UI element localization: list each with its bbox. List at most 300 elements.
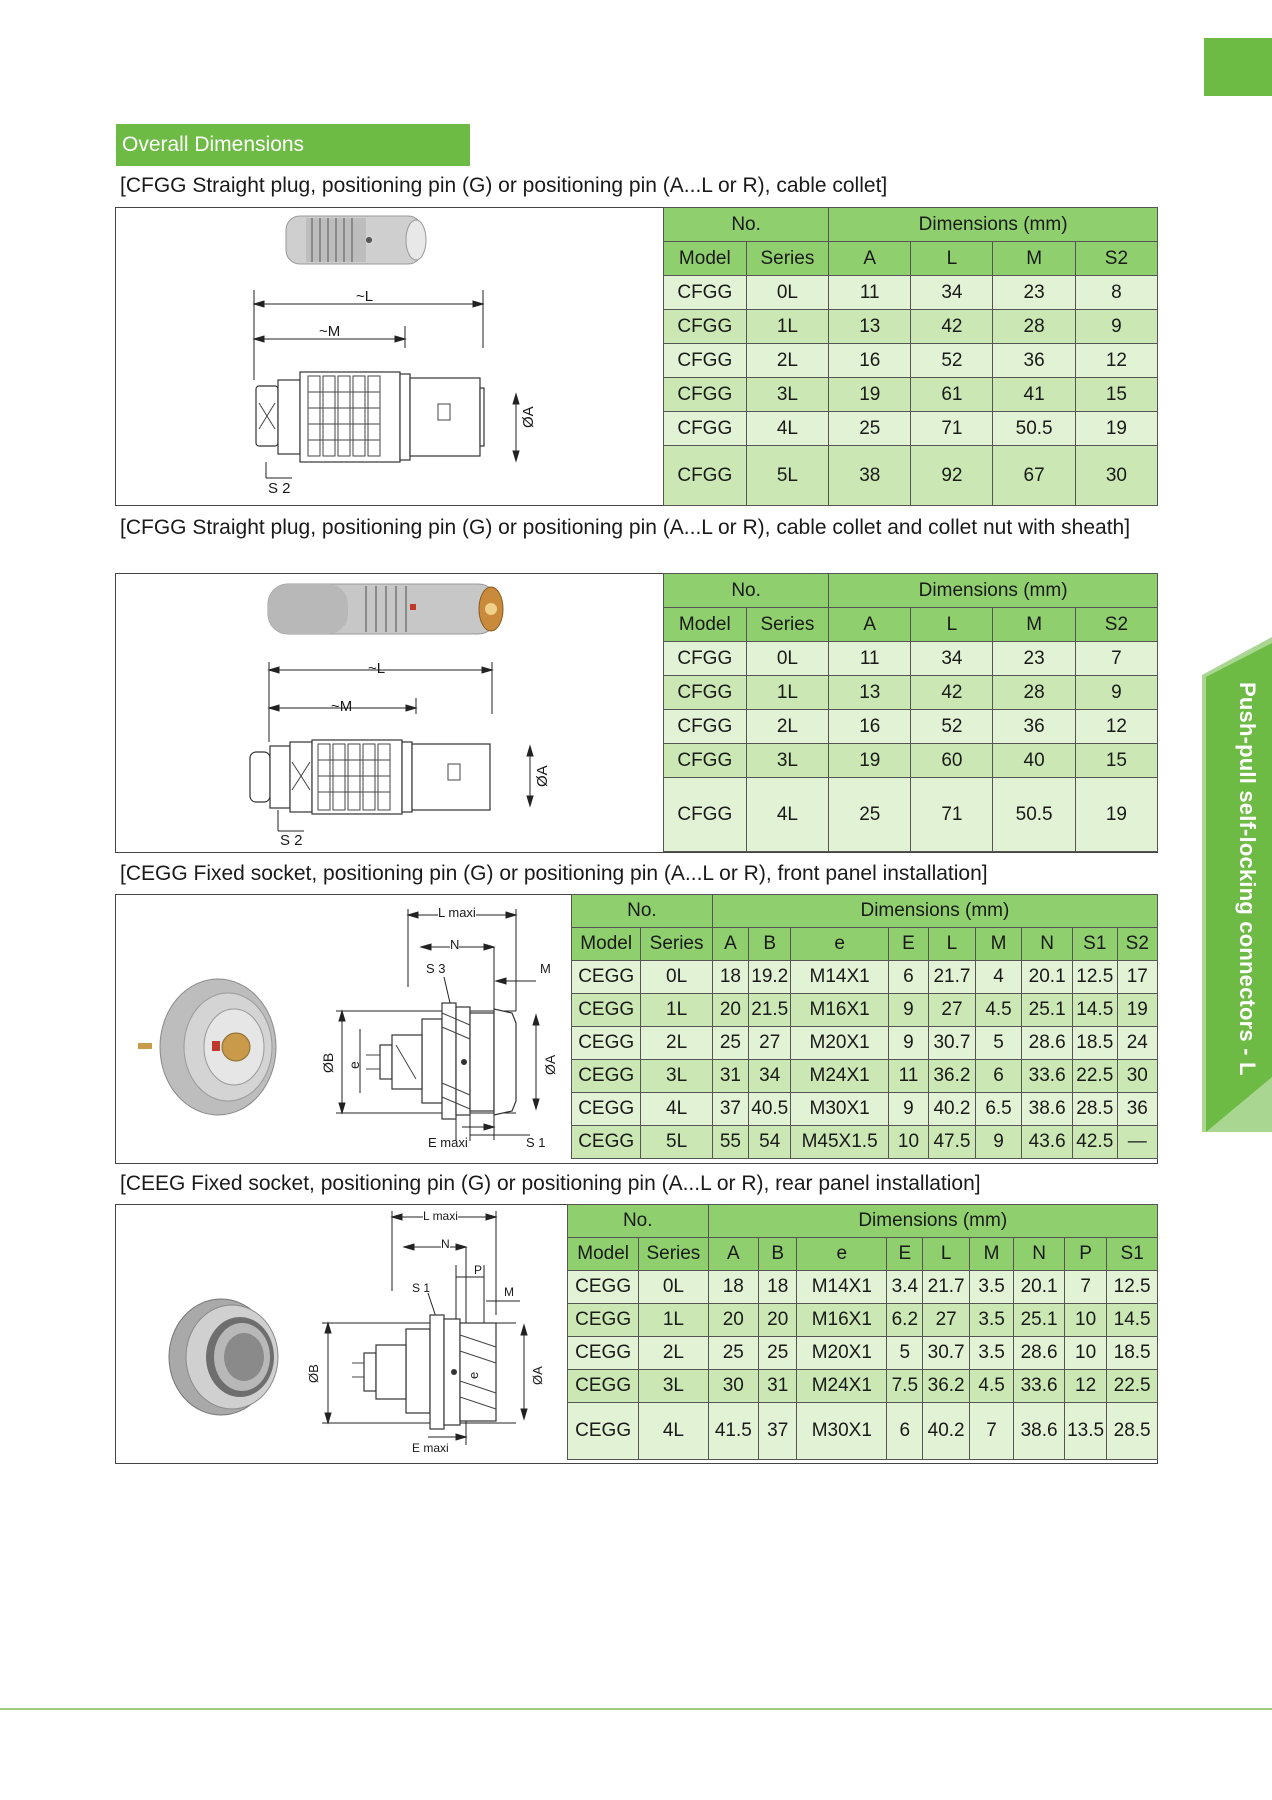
table-cell: 40 [993, 744, 1075, 778]
table-cell: 5 [887, 1337, 923, 1370]
table-row [664, 744, 1158, 778]
table-cell: 36 [1117, 1093, 1157, 1126]
table-cell: 33.6 [1022, 1060, 1073, 1093]
dim-label-s2: S 2 [268, 480, 291, 497]
dim-label-a: ØA [542, 1054, 558, 1075]
table-cell: 7 [1064, 1271, 1106, 1304]
table-cell: 36.2 [929, 1060, 976, 1093]
group-dimensions-header: Dimensions (mm) [708, 1205, 1158, 1238]
block-3-panel [115, 894, 1158, 1164]
table-cell: 31 [712, 1060, 748, 1093]
straight-plug-sheath-drawing [116, 574, 664, 852]
dim-label-e: e [466, 1371, 481, 1379]
table-row [568, 1403, 1158, 1460]
table-cell: 9 [888, 1093, 928, 1126]
table-cell: 25 [759, 1337, 797, 1370]
table-cell: 4L [639, 1403, 708, 1460]
table-row [664, 344, 1158, 378]
table-cell: 71 [911, 412, 993, 446]
column-header: A [712, 928, 748, 961]
table-cell: 3L [641, 1060, 712, 1093]
table-row [664, 676, 1158, 710]
table-cell: 27 [749, 1027, 791, 1060]
column-header: Model [568, 1238, 639, 1271]
dim-label-b: ØB [320, 1052, 336, 1073]
table-cell: 36 [993, 710, 1075, 744]
table-cell: 16 [829, 710, 911, 744]
table-cell: 5L [746, 446, 829, 506]
dim-label-lmaxi: L maxi [438, 905, 476, 920]
table-cell: 3.4 [887, 1271, 923, 1304]
dim-label-s2: S 2 [280, 832, 303, 849]
table-cell: 12 [1075, 710, 1157, 744]
table-cell: 21.7 [923, 1271, 969, 1304]
table-cell: 4.5 [969, 1370, 1013, 1403]
table-cell: 22.5 [1073, 1060, 1118, 1093]
dim-label-l: ~L [356, 288, 374, 305]
table-cell: CEGG [572, 1126, 641, 1159]
table-cell: 19 [829, 744, 911, 778]
column-header: M [993, 608, 1075, 642]
dimensions-table [567, 1204, 1158, 1460]
rear-panel-socket-drawing [116, 1205, 568, 1463]
table-cell: CFGG [664, 744, 747, 778]
front-panel-socket-photo [138, 979, 276, 1115]
table-cell: 41.5 [708, 1403, 759, 1460]
column-header: Model [664, 608, 747, 642]
table-row [664, 446, 1158, 506]
table-row [572, 961, 1158, 994]
table-cell: 6 [975, 1060, 1022, 1093]
table-cell: CFGG [664, 446, 747, 506]
dim-label-b: ØB [306, 1364, 321, 1383]
table-cell: CFGG [664, 710, 747, 744]
group-no-header: No. [664, 574, 829, 608]
dim-label-l: ~L [368, 660, 386, 677]
dimensions-table [663, 573, 1158, 852]
table-cell: 22.5 [1107, 1370, 1158, 1403]
block-1-caption: [CFGG Straight plug, positioning pin (G) or positioning pin (A...L or R), cable collet] [120, 174, 888, 197]
table-cell: 50.5 [993, 778, 1075, 852]
table-cell: CEGG [568, 1337, 639, 1370]
table-cell: 23 [993, 642, 1075, 676]
column-header: E [887, 1238, 923, 1271]
dim-label-m: ~M [331, 698, 353, 715]
column-header: E [888, 928, 928, 961]
table-cell: CFGG [664, 344, 747, 378]
table-cell: 36.2 [923, 1370, 969, 1403]
block-3-caption: [CEGG Fixed socket, positioning pin (G) or positioning pin (A...L or R), front panel installation] [120, 862, 988, 885]
group-no-header: No. [664, 208, 829, 242]
table-cell: CEGG [572, 994, 641, 1027]
table-row [572, 1093, 1158, 1126]
table-row [664, 378, 1158, 412]
straight-plug-photo [286, 216, 426, 264]
table-cell: 34 [749, 1060, 791, 1093]
table-cell: 0L [641, 961, 712, 994]
column-header: e [797, 1238, 887, 1271]
table-cell: 19 [1075, 412, 1157, 446]
dim-label-emaxi: E maxi [428, 1135, 468, 1150]
table-cell: 92 [911, 446, 993, 506]
table-cell: 60 [911, 744, 993, 778]
table-cell: 25 [829, 412, 911, 446]
table-cell: 20 [759, 1304, 797, 1337]
table-cell: 10 [1064, 1337, 1106, 1370]
table-row [664, 710, 1158, 744]
table-cell: 36 [993, 344, 1075, 378]
table-cell: M20X1 [797, 1337, 887, 1370]
table-cell: 3.5 [969, 1337, 1013, 1370]
column-header: S2 [1075, 242, 1157, 276]
column-header: M [969, 1238, 1013, 1271]
table-cell: 47.5 [929, 1126, 976, 1159]
table-row [664, 778, 1158, 852]
column-header: M [975, 928, 1022, 961]
table-cell: 41 [993, 378, 1075, 412]
table-cell: M16X1 [797, 1304, 887, 1337]
footer-divider [0, 1708, 1272, 1710]
table-cell: 1L [639, 1304, 708, 1337]
dim-label-a: ØA [520, 406, 537, 428]
table-cell: CEGG [572, 1060, 641, 1093]
table-cell: 18.5 [1107, 1337, 1158, 1370]
column-header: Model [572, 928, 641, 961]
table-cell: 52 [911, 710, 993, 744]
column-header: Series [639, 1238, 708, 1271]
dimensions-table [663, 207, 1158, 506]
dim-label-s1: S 1 [526, 1135, 546, 1150]
table-cell: 11 [829, 642, 911, 676]
column-header: A [829, 608, 911, 642]
table-cell: 12.5 [1073, 961, 1118, 994]
table-cell: CEGG [572, 961, 641, 994]
table-cell: 34 [911, 276, 993, 310]
table-cell: 1L [641, 994, 712, 1027]
table-cell: 15 [1075, 744, 1157, 778]
table-cell: 4L [746, 412, 829, 446]
table-cell: 12 [1075, 344, 1157, 378]
table-cell: 18 [759, 1271, 797, 1304]
table-row [572, 1060, 1158, 1093]
dim-label-lmaxi: L maxi [423, 1209, 458, 1223]
block-4-panel [115, 1204, 1158, 1464]
table-cell: 54 [749, 1126, 791, 1159]
table-cell: 16 [829, 344, 911, 378]
table-cell: 4L [641, 1093, 712, 1126]
table-cell: 13 [829, 676, 911, 710]
table-cell: 9 [1075, 310, 1157, 344]
table-cell: 31 [759, 1370, 797, 1403]
table-cell: 4.5 [975, 994, 1022, 1027]
dim-label-emaxi: E maxi [412, 1441, 449, 1455]
table-cell: CFGG [664, 310, 747, 344]
table-cell: 21.5 [749, 994, 791, 1027]
table-cell: 71 [911, 778, 993, 852]
table-row [664, 276, 1158, 310]
dimensions-table [571, 894, 1158, 1159]
table-cell: 18 [712, 961, 748, 994]
table-cell: 6.2 [887, 1304, 923, 1337]
table-cell: CFGG [664, 378, 747, 412]
table-cell: CEGG [568, 1403, 639, 1460]
table-cell: 40.2 [929, 1093, 976, 1126]
table-cell: 28 [993, 676, 1075, 710]
table-cell: 55 [712, 1126, 748, 1159]
column-header: A [708, 1238, 759, 1271]
column-header: M [993, 242, 1075, 276]
column-header: L [929, 928, 976, 961]
table-row [568, 1304, 1158, 1337]
table-cell: 9 [975, 1126, 1022, 1159]
table-cell: 20 [708, 1304, 759, 1337]
dim-label-a: ØA [534, 765, 551, 787]
table-cell: M24X1 [797, 1370, 887, 1403]
table-cell: 38.6 [1022, 1093, 1073, 1126]
table-cell: 18.5 [1073, 1027, 1118, 1060]
table-cell: 2L [746, 344, 829, 378]
table-cell: 2L [746, 710, 829, 744]
straight-plug-sheath-photo [268, 584, 503, 634]
table-cell: 0L [639, 1271, 708, 1304]
column-header: S2 [1075, 608, 1157, 642]
block-1-panel [115, 207, 1158, 506]
table-cell: 30.7 [923, 1337, 969, 1370]
table-cell: 8 [1075, 276, 1157, 310]
table-cell: CEGG [572, 1093, 641, 1126]
table-cell: 27 [923, 1304, 969, 1337]
table-cell: 40.2 [923, 1403, 969, 1460]
table-cell: 30 [1117, 1060, 1157, 1093]
dim-label-e: e [346, 1061, 362, 1069]
table-cell: 33.6 [1014, 1370, 1065, 1403]
table-cell: 11 [829, 276, 911, 310]
table-cell: 20 [712, 994, 748, 1027]
table-cell: M14X1 [797, 1271, 887, 1304]
front-panel-socket-drawing [116, 895, 572, 1163]
column-header: e [791, 928, 888, 961]
table-cell: CEGG [568, 1370, 639, 1403]
table-cell: 3L [746, 378, 829, 412]
table-cell: 34 [911, 642, 993, 676]
dim-label-m: ~M [319, 323, 341, 340]
table-cell: 42.5 [1073, 1126, 1118, 1159]
table-cell: M45X1.5 [791, 1126, 888, 1159]
table-cell: 6 [887, 1403, 923, 1460]
dim-label-a: ØA [530, 1366, 545, 1385]
dim-label-m: M [504, 1285, 514, 1299]
table-cell: 13 [829, 310, 911, 344]
table-cell: 5L [641, 1126, 712, 1159]
table-cell: 12 [1064, 1370, 1106, 1403]
table-cell: 28 [993, 310, 1075, 344]
table-cell: CFGG [664, 412, 747, 446]
column-header: Series [746, 242, 829, 276]
column-header: L [923, 1238, 969, 1271]
corner-tab-decoration [1204, 38, 1272, 96]
table-cell: 13.5 [1064, 1403, 1106, 1460]
table-cell: 9 [1075, 676, 1157, 710]
table-cell: 9 [888, 994, 928, 1027]
table-row [664, 310, 1158, 344]
straight-plug-drawing [116, 208, 664, 505]
column-header: P [1064, 1238, 1106, 1271]
table-cell: 14.5 [1107, 1304, 1158, 1337]
table-cell: M16X1 [791, 994, 888, 1027]
block-4-caption: [CEEG Fixed socket, positioning pin (G) or positioning pin (A...L or R), rear panel installation] [120, 1172, 981, 1195]
column-header: N [1014, 1238, 1065, 1271]
table-cell: 10 [888, 1126, 928, 1159]
table-cell: 23 [993, 276, 1075, 310]
section-title: Overall Dimensions [116, 124, 470, 166]
rear-panel-socket-photo [169, 1299, 278, 1415]
table-cell: 40.5 [749, 1093, 791, 1126]
table-row [572, 994, 1158, 1027]
table-cell: 50.5 [993, 412, 1075, 446]
block-2-panel [115, 573, 1158, 853]
table-cell: 52 [911, 344, 993, 378]
table-cell: 30.7 [929, 1027, 976, 1060]
column-header: L [911, 242, 993, 276]
side-tab-label: Push-pull self-locking connectors - L [1235, 682, 1260, 1076]
column-header: N [1022, 928, 1073, 961]
table-cell: 24 [1117, 1027, 1157, 1060]
table-row [664, 412, 1158, 446]
table-cell: 0L [746, 642, 829, 676]
table-cell: 15 [1075, 378, 1157, 412]
table-cell: 6 [888, 961, 928, 994]
table-cell: 10 [1064, 1304, 1106, 1337]
table-cell: M14X1 [791, 961, 888, 994]
group-dimensions-header: Dimensions (mm) [829, 574, 1158, 608]
table-cell: 20.1 [1014, 1271, 1065, 1304]
group-no-header: No. [572, 895, 713, 928]
table-cell: 25 [712, 1027, 748, 1060]
table-cell: 12.5 [1107, 1271, 1158, 1304]
table-cell: 2L [639, 1337, 708, 1370]
column-header: Model [664, 242, 747, 276]
table-cell: 28.6 [1022, 1027, 1073, 1060]
table-cell: 5 [975, 1027, 1022, 1060]
table-cell: M30X1 [797, 1403, 887, 1460]
column-header: A [829, 242, 911, 276]
table-cell: 3.5 [969, 1304, 1013, 1337]
table-cell: 19.2 [749, 961, 791, 994]
table-cell: M20X1 [791, 1027, 888, 1060]
column-header: S1 [1107, 1238, 1158, 1271]
table-cell: 42 [911, 676, 993, 710]
table-row [572, 1126, 1158, 1159]
table-cell: CEGG [568, 1271, 639, 1304]
column-header: L [911, 608, 993, 642]
table-cell: 17 [1117, 961, 1157, 994]
column-header: B [759, 1238, 797, 1271]
table-cell: 14.5 [1073, 994, 1118, 1027]
table-cell: 3.5 [969, 1271, 1013, 1304]
group-no-header: No. [568, 1205, 709, 1238]
table-cell: 28.6 [1014, 1337, 1065, 1370]
table-cell: 27 [929, 994, 976, 1027]
dim-label-s3: S 3 [426, 961, 446, 976]
table-cell: 67 [993, 446, 1075, 506]
table-cell: 30 [1075, 446, 1157, 506]
table-cell: — [1117, 1126, 1157, 1159]
column-header: B [749, 928, 791, 961]
table-cell: 7 [969, 1403, 1013, 1460]
table-cell: CEGG [568, 1304, 639, 1337]
table-cell: 1L [746, 310, 829, 344]
table-cell: CEGG [572, 1027, 641, 1060]
table-cell: 61 [911, 378, 993, 412]
table-row [568, 1271, 1158, 1304]
table-cell: 25 [829, 778, 911, 852]
table-cell: 20.1 [1022, 961, 1073, 994]
block-2-caption: [CFGG Straight plug, positioning pin (G) or positioning pin (A...L or R), cable collet and collet nut with sheath] [120, 516, 1131, 539]
table-cell: CFGG [664, 276, 747, 310]
table-cell: 9 [888, 1027, 928, 1060]
table-cell: 3L [746, 744, 829, 778]
table-cell: 38 [829, 446, 911, 506]
column-header: S2 [1117, 928, 1157, 961]
table-cell: CFGG [664, 642, 747, 676]
column-header: S1 [1073, 928, 1118, 961]
table-cell: 37 [759, 1403, 797, 1460]
table-cell: CFGG [664, 676, 747, 710]
table-cell: 1L [746, 676, 829, 710]
table-cell: 6.5 [975, 1093, 1022, 1126]
table-cell: 3L [639, 1370, 708, 1403]
table-cell: 4 [975, 961, 1022, 994]
dim-label-p: P [474, 1263, 483, 1277]
dim-label-n: N [450, 937, 460, 952]
table-cell: 4L [746, 778, 829, 852]
table-cell: 28.5 [1073, 1093, 1118, 1126]
table-cell: 37 [712, 1093, 748, 1126]
table-cell: 11 [888, 1060, 928, 1093]
table-cell: 19 [1075, 778, 1157, 852]
table-cell: 25.1 [1022, 994, 1073, 1027]
table-cell: CFGG [664, 778, 747, 852]
column-header: Series [641, 928, 712, 961]
table-cell: 2L [641, 1027, 712, 1060]
group-dimensions-header: Dimensions (mm) [712, 895, 1157, 928]
dim-label-n: N [441, 1237, 450, 1251]
dim-label-m: M [540, 961, 551, 976]
table-cell: 38.6 [1014, 1403, 1065, 1460]
column-header: Series [746, 608, 829, 642]
table-row [568, 1337, 1158, 1370]
table-row [572, 1027, 1158, 1060]
group-dimensions-header: Dimensions (mm) [829, 208, 1158, 242]
table-row [664, 642, 1158, 676]
table-cell: 19 [1117, 994, 1157, 1027]
table-cell: 28.5 [1107, 1403, 1158, 1460]
table-cell: 42 [911, 310, 993, 344]
table-cell: 0L [746, 276, 829, 310]
table-cell: 21.7 [929, 961, 976, 994]
dim-label-s1: S 1 [412, 1281, 431, 1295]
table-cell: 7 [1075, 642, 1157, 676]
table-cell: 43.6 [1022, 1126, 1073, 1159]
table-cell: 25 [708, 1337, 759, 1370]
table-cell: M24X1 [791, 1060, 888, 1093]
table-cell: 18 [708, 1271, 759, 1304]
table-cell: M30X1 [791, 1093, 888, 1126]
table-cell: 30 [708, 1370, 759, 1403]
table-cell: 7.5 [887, 1370, 923, 1403]
table-row [568, 1370, 1158, 1403]
table-cell: 19 [829, 378, 911, 412]
